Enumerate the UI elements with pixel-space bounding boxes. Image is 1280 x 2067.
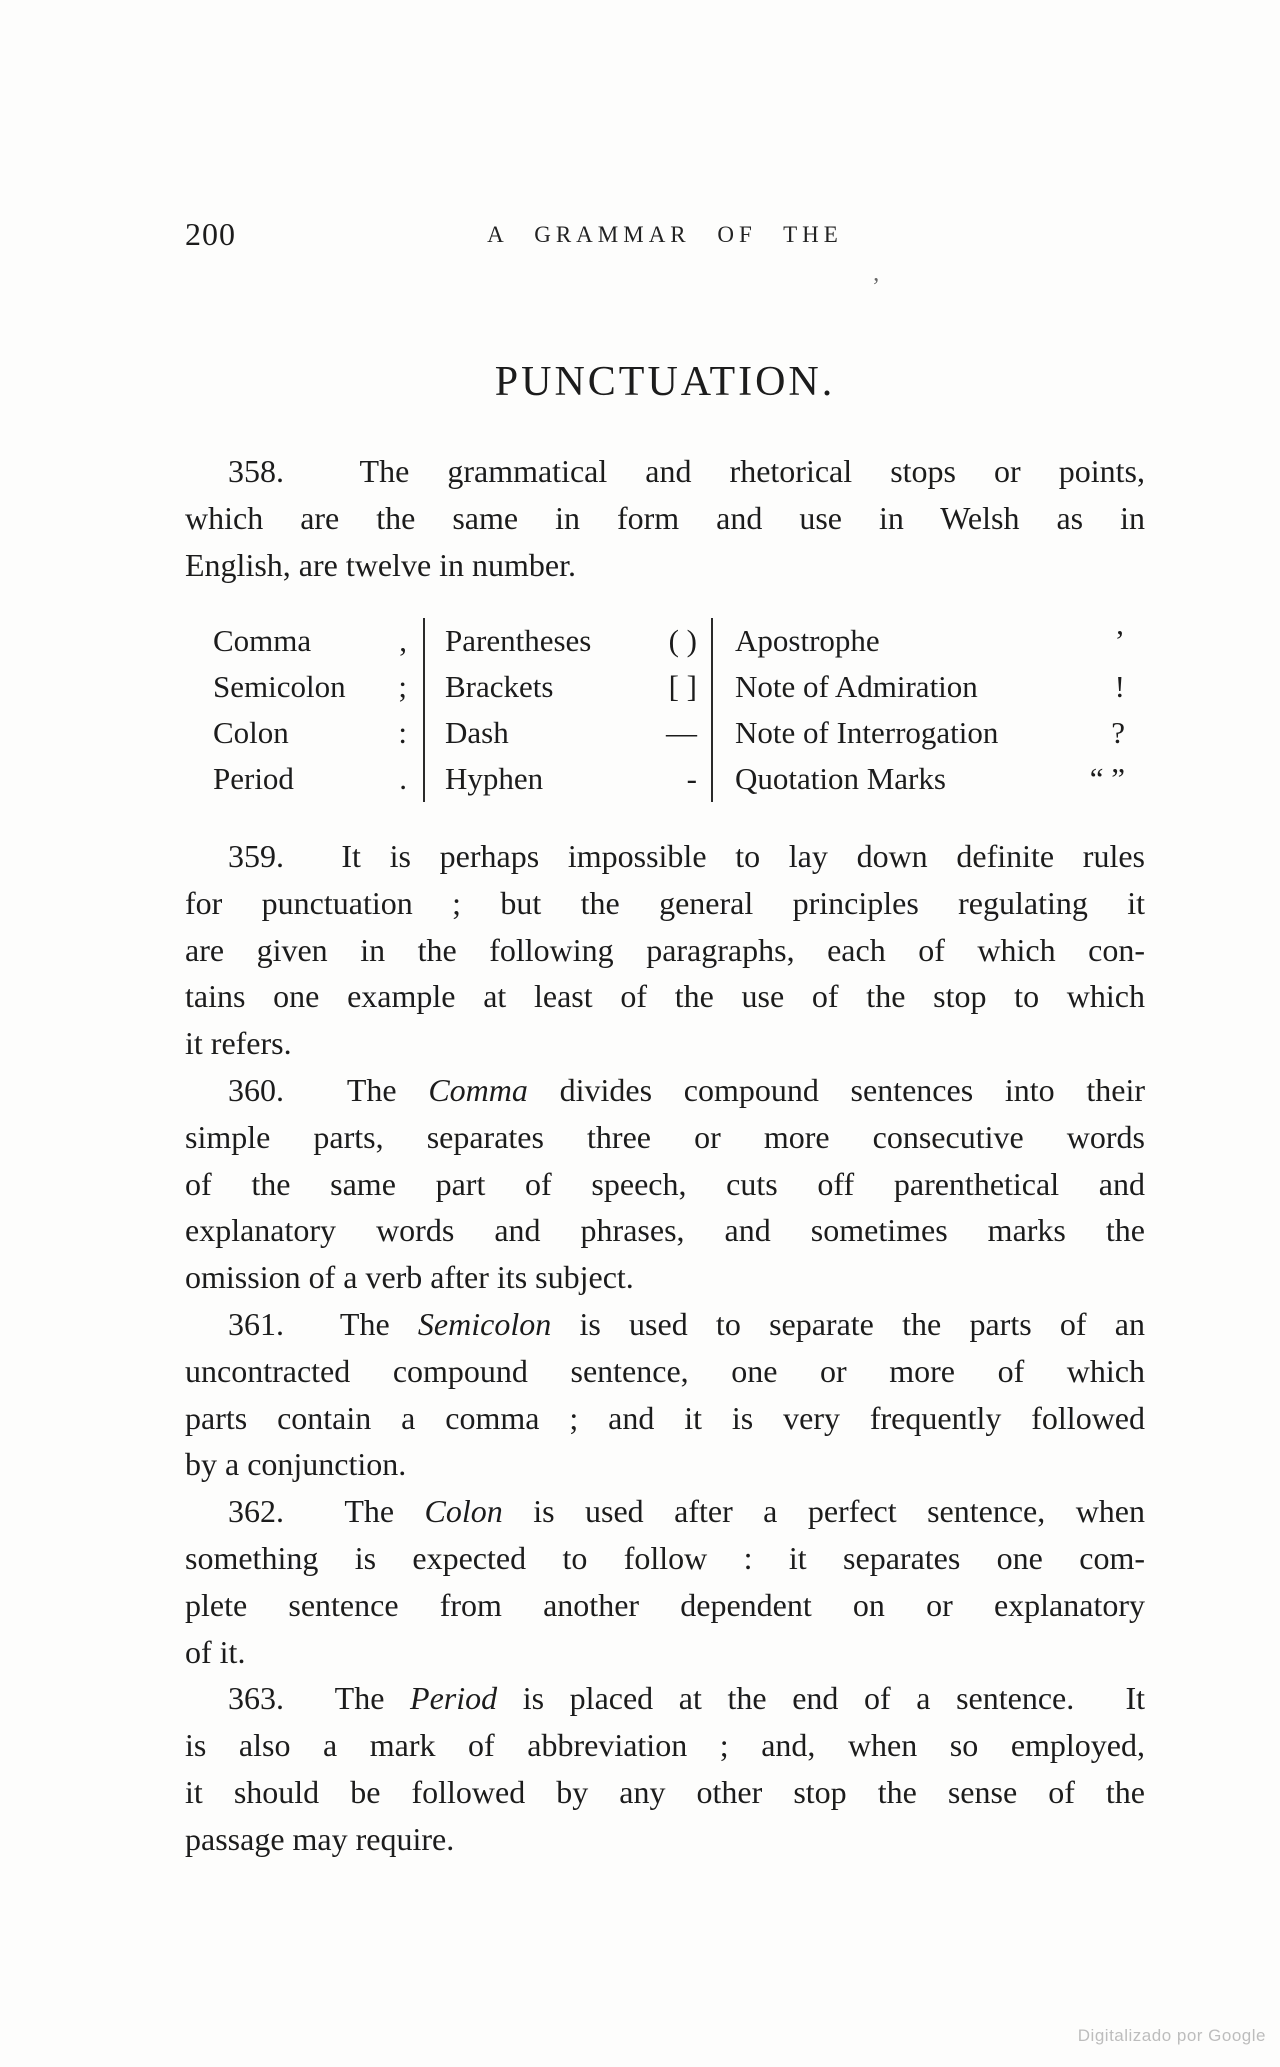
text-line-362 (185, 1535, 1145, 1582)
punctuation-table (185, 618, 1145, 802)
mark-name: Note of Interrogation (735, 715, 999, 750)
text-segment: is also a mark of abbreviation ; and, when so employed, (185, 1727, 1145, 1764)
section-title: PUNCTUATION. (494, 359, 836, 405)
table-cell (713, 664, 1145, 710)
text-line-362 (185, 1629, 1145, 1676)
text-segment: uncontracted compound sentence, one or more of which (185, 1352, 1145, 1389)
table-cell (425, 756, 713, 802)
mark-symbol: ’ (1114, 623, 1125, 658)
table-cell (425, 710, 713, 756)
mark-symbol: ( ) (668, 623, 697, 658)
text-segment: 361. The (228, 1305, 418, 1342)
paragraphs-359-363 (185, 833, 1145, 1863)
mark-symbol: ; (398, 669, 407, 704)
text-segment: it should be followed by any other stop the sense of the (185, 1773, 1145, 1810)
mark-symbol: “ ” (1089, 761, 1125, 796)
table-cell (425, 618, 713, 664)
text-line-360 (185, 1161, 1145, 1208)
mark-name: Comma (213, 623, 312, 658)
text-line-360 (185, 1207, 1145, 1254)
italic-term: Period (410, 1680, 498, 1717)
mark-name: Colon (213, 715, 289, 750)
text-segment: for punctuation ; but the general principles regulating it (185, 884, 1145, 921)
text-segment: passage may require. (185, 1820, 455, 1857)
text-line-363 (185, 1769, 1145, 1816)
paragraph-358 (185, 448, 1145, 588)
italic-term: Colon (424, 1493, 503, 1530)
mark-symbol: ! (1114, 669, 1125, 704)
text-line-359 (185, 973, 1145, 1020)
mark-name: Hyphen (445, 761, 544, 796)
mark-name: Semicolon (213, 669, 346, 704)
mark-symbol: - (686, 761, 697, 796)
text-segment: something is expected to follow : it separates one com- (185, 1539, 1145, 1576)
text-line-358 (185, 448, 1145, 495)
mark-name: Brackets (445, 669, 554, 704)
text-segment: divides compound sentences into their (527, 1071, 1146, 1108)
text-line-360 (185, 1067, 1145, 1114)
text-segment: 363. The (228, 1680, 411, 1717)
text-segment: are given in the following paragraphs, each of which con- (185, 931, 1145, 968)
table-cell (185, 756, 425, 802)
table-cell (185, 664, 425, 710)
text-line-363 (185, 1675, 1145, 1722)
mark-name: Parentheses (445, 623, 592, 658)
text-segment: 359. It is perhaps impossible to lay down definite rules (228, 838, 1145, 874)
text-segment: it refers. (185, 1025, 292, 1062)
running-header: A GRAMMAR OF THE (487, 222, 843, 247)
text-segment: plete sentence from another dependent on or explanatory (185, 1586, 1145, 1623)
mark-name: Apostrophe (735, 623, 880, 658)
mark-symbol: ? (1111, 715, 1125, 750)
text-line-360 (185, 1254, 1145, 1301)
text-line-360 (185, 1114, 1145, 1161)
text-segment: which are the same in form and use in Welsh as in (185, 499, 1145, 536)
text-line-359 (185, 880, 1145, 927)
text-line-362 (185, 1488, 1145, 1535)
text-segment: 358. The grammatical and rhetorical stops or points, (228, 453, 1145, 489)
table-row (185, 664, 1145, 710)
page-number: 200 (185, 216, 236, 252)
text-segment: 362. The (228, 1493, 425, 1530)
mark-symbol: . (399, 761, 407, 796)
table-cell (713, 756, 1145, 802)
text-line-358 (185, 495, 1145, 542)
text-segment: parts contain a comma ; and it is very frequently followed (185, 1399, 1145, 1436)
table-cell (713, 710, 1145, 756)
table-row (185, 710, 1145, 756)
table-cell (185, 710, 425, 756)
text-segment: of the same part of speech, cuts off parenthetical and (185, 1165, 1145, 1202)
text-segment: of it. (185, 1633, 246, 1670)
text-segment: is placed at the end of a sentence. It (497, 1680, 1146, 1717)
page-header (185, 216, 1145, 252)
scan-artifact-mark: ’ (872, 274, 880, 300)
text-line-359 (185, 927, 1145, 974)
table-cell (425, 664, 713, 710)
text-segment: is used to separate the parts of an (551, 1305, 1146, 1342)
mark-symbol: — (666, 715, 697, 750)
text-segment: omission of a verb after its subject. (185, 1259, 634, 1296)
text-line-363 (185, 1722, 1145, 1769)
italic-term: Comma (428, 1071, 528, 1108)
text-line-359 (185, 1020, 1145, 1067)
text-segment: tains one example at least of the use of the stop to which (185, 978, 1145, 1015)
text-line-362 (185, 1582, 1145, 1629)
text-line-361 (185, 1441, 1145, 1488)
text-segment: by a conjunction. (185, 1446, 407, 1483)
mark-name: Period (213, 761, 294, 796)
text-line-361 (185, 1395, 1145, 1442)
google-watermark: Digitalizado por Google (1077, 2026, 1266, 2045)
mark-name: Note of Admiration (735, 669, 978, 704)
text-line-358 (185, 542, 1145, 589)
mark-symbol: : (398, 715, 407, 750)
text-line-363 (185, 1816, 1145, 1863)
table-row (185, 618, 1145, 664)
text-segment: is used after a perfect sentence, when (502, 1493, 1146, 1530)
mark-symbol: , (399, 623, 407, 658)
text-line-361 (185, 1348, 1145, 1395)
text-segment: 360. The (228, 1071, 429, 1108)
mark-symbol: [ ] (668, 669, 697, 704)
text-line-361 (185, 1301, 1145, 1348)
text-segment: explanatory words and phrases, and sometimes marks the (185, 1212, 1145, 1249)
text-line-359 (185, 833, 1145, 880)
table-cell (713, 618, 1145, 664)
text-segment: English, are twelve in number. (185, 546, 577, 583)
mark-name: Dash (445, 715, 509, 750)
mark-name: Quotation Marks (735, 761, 946, 796)
italic-term: Semicolon (417, 1305, 552, 1342)
text-segment: simple parts, separates three or more consecutive words (185, 1118, 1145, 1155)
table-row (185, 756, 1145, 802)
table-cell (185, 618, 425, 664)
